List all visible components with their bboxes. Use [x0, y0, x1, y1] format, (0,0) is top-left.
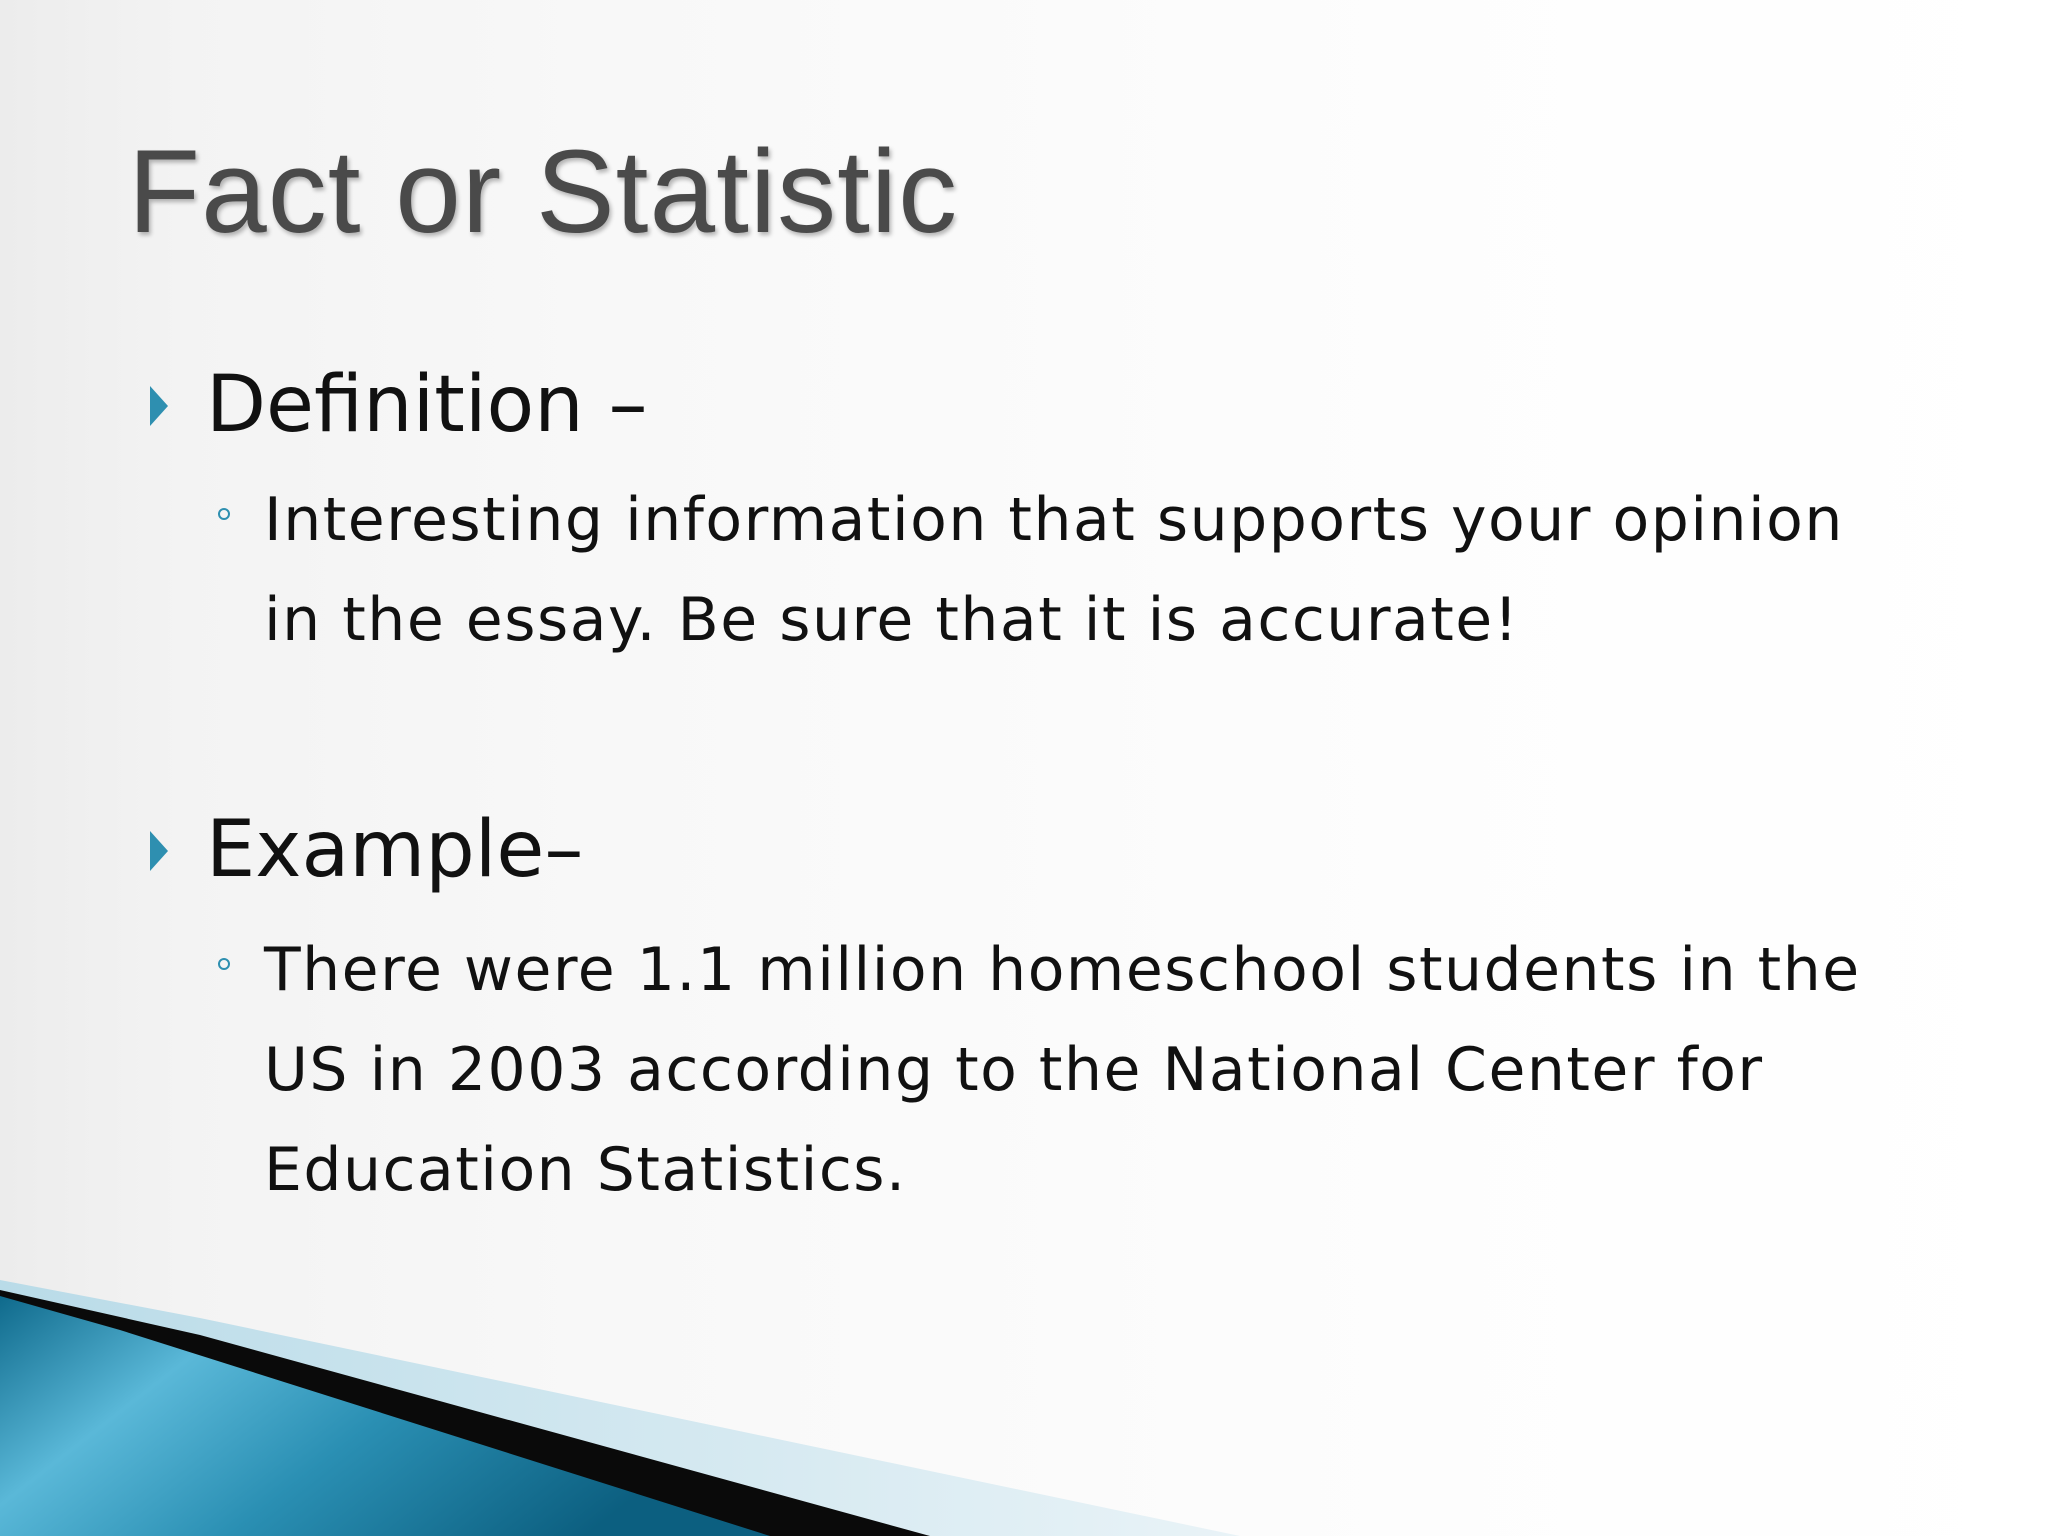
sub-bullet-text	[264, 920, 1944, 1220]
triangle-bullet-icon	[150, 386, 168, 426]
circle-bullet-icon	[218, 958, 230, 970]
bullet-example	[150, 805, 1950, 905]
text-line: US in 2003 according to the National Center for	[264, 1035, 1764, 1105]
slide-title: Fact or Statistic	[128, 126, 959, 258]
text-line: Education Statistics.	[264, 1135, 907, 1205]
triangle-bullet-icon	[150, 831, 168, 871]
bullet-label-definition: Definition –	[206, 360, 648, 450]
sub-bullet-text	[264, 470, 1944, 670]
decorative-wave	[0, 1280, 2048, 1536]
text-line: in the essay. Be sure that it is accurate!	[264, 585, 1520, 655]
text-line: Interesting information that supports your opinion	[264, 485, 1844, 555]
bullet-label-example: Example–	[206, 805, 584, 895]
bullet-definition	[150, 360, 1950, 460]
text-line: There were 1.1 million homeschool students in the	[264, 935, 1861, 1005]
circle-bullet-icon	[218, 508, 230, 520]
